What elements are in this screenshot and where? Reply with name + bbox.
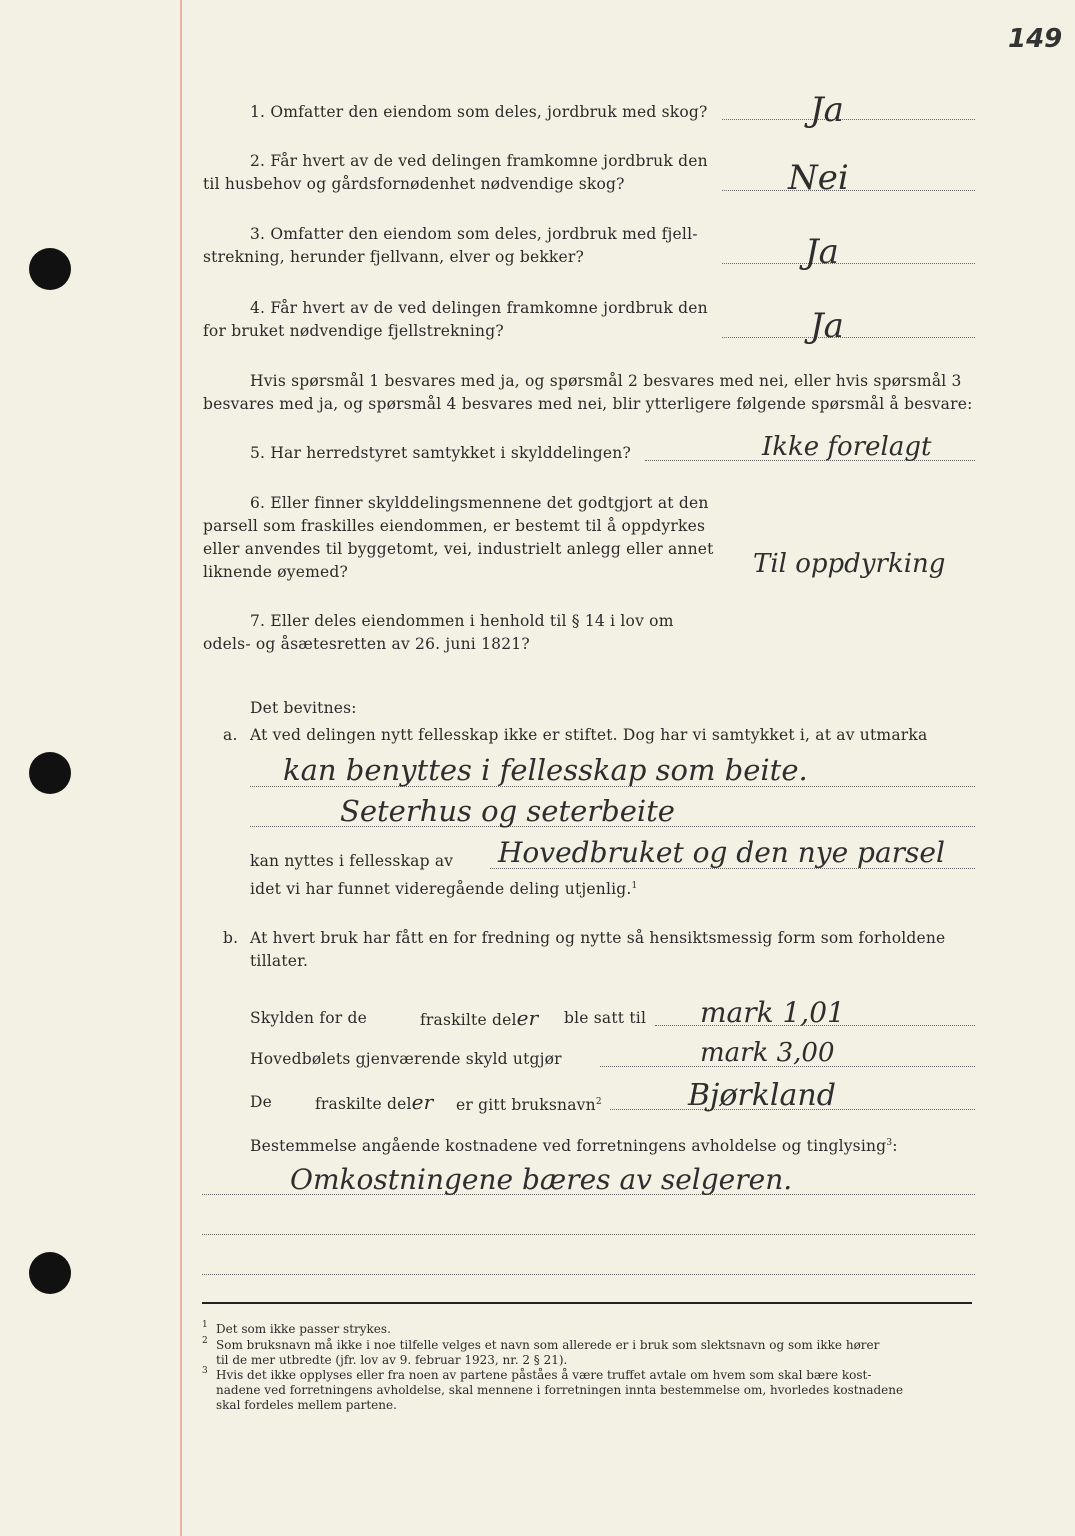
skyld-label-2: fraskilte deler (420, 1006, 539, 1030)
question-2-line-2: til husbehov og gårdsfornødenhet nødvendige skog? (203, 175, 625, 193)
skyld-label-1: Skylden for de (250, 1009, 368, 1027)
witness-a-common-label: kan nyttes i fellesskap av (250, 852, 454, 870)
witness-a-handwriting-1: kan benyttes i fellesskap som beite. (283, 753, 808, 787)
navn-value: Bjørkland (688, 1078, 836, 1113)
cost-label: Bestemmelse angående kostnadene ved forretningens avholdelse og tinglysing$^3$: (250, 1137, 898, 1156)
question-6-line-2: parsell som fraskilles eiendommen, er bestemt til å oppdyrkes (203, 517, 706, 535)
witness-b-label: b. (223, 929, 239, 947)
answer-4: Ja (810, 306, 844, 346)
witness-b-line-2: tillater. (250, 952, 309, 970)
answer-3: Ja (805, 232, 839, 272)
footnote-3-line-3: skal fordeles mellem partene. (216, 1398, 397, 1412)
witness-a-end: idet vi har funnet videregående deling utjenlig.$^1$ (250, 880, 638, 899)
answer-6: Til oppdyrking (753, 549, 946, 579)
cost-value: Omkostningene bæres av selgeren. (290, 1163, 793, 1196)
question-4-line-2: for bruket nødvendige fjellstrekning? (203, 322, 504, 340)
cost-line-3 (202, 1274, 975, 1275)
answer-line-4 (722, 337, 975, 338)
question-6-line-1: 6. Eller finner skylddelingsmennene det godtgjort at den (250, 494, 709, 512)
question-7-line-2: odels- og åsætesretten av 26. juni 1821? (203, 635, 530, 653)
skyld-label-3: ble satt til (564, 1009, 647, 1027)
conditional-line-1: Hvis spørsmål 1 besvares med ja, og spørsmål 2 besvares med nei, eller hvis spørsmål 3 (250, 372, 962, 390)
hoved-label: Hovedbølets gjenværende skyld utgjør (250, 1050, 562, 1068)
question-4-line-1: 4. Får hvert av de ved delingen framkomne jordbruk den (250, 299, 708, 317)
question-6-line-3: eller anvendes til byggetomt, vei, industrielt anlegg eller annet (203, 540, 714, 558)
answer-2: Nei (788, 158, 849, 198)
page-number: 149 (1008, 24, 1063, 54)
answer-1: Ja (810, 90, 844, 130)
navn-label-3: er gitt bruksnavn$^2$ (456, 1096, 602, 1115)
answer-line-1 (722, 119, 975, 120)
question-6-line-4: liknende øyemed? (203, 563, 349, 581)
footnote-2-line-2: til de mer utbredte (jfr. lov av 9. februar 1923, nr. 2 § 21). (216, 1353, 568, 1367)
margin-line (180, 0, 182, 1536)
skyld-value: mark 1,01 (700, 996, 845, 1029)
footnote-2-line-1: Som bruksnavn må ikke i noe tilfelle velges et navn som allerede er i bruk som slektsnavn og som ikke hører (216, 1338, 880, 1352)
hoved-value: mark 3,00 (700, 1038, 835, 1068)
footnote-1-num: 1 (202, 1320, 208, 1330)
answer-line-3 (722, 263, 975, 264)
question-3-line-2: strekning, herunder fjellvann, elver og bekker? (203, 248, 585, 266)
cost-line-2 (202, 1234, 975, 1235)
footnote-2-num: 2 (202, 1336, 208, 1346)
witness-a-label: a. (223, 726, 238, 744)
witness-a-common-handwriting: Hovedbruket og den nye parsel (498, 836, 945, 869)
question-3-line-1: 3. Omfatter den eiendom som deles, jordbruk med fjell- (250, 225, 698, 243)
question-1: 1. Omfatter den eiendom som deles, jordbruk med skog? (250, 103, 708, 121)
footnote-3-line-2: nadene ved forretningens avholdelse, skal mennene i forretningen innta bestemmelse om, hvorledes kostnadene (216, 1383, 904, 1397)
navn-label-1: De (250, 1093, 273, 1111)
question-7-line-1: 7. Eller deles eiendommen i henhold til § 14 i lov om (250, 612, 674, 630)
footnote-1: Det som ikke passer strykes. (216, 1322, 391, 1336)
punch-hole-bottom (29, 1252, 71, 1294)
conditional-line-2: besvares med ja, og spørsmål 4 besvares med nei, blir ytterligere følgende spørsmål å besvare: (203, 395, 973, 413)
answer-5: Ikke forelagt (762, 432, 932, 462)
footnote-divider (202, 1302, 972, 1304)
witness-a-text: At ved delingen nytt fellesskap ikke er stiftet. Dog har vi samtykket i, at av utmarka (250, 726, 928, 744)
footnote-3-num: 3 (202, 1366, 208, 1376)
witness-b-line-1: At hvert bruk har fått en for fredning og nytte så hensiktsmessig form som forholdene (250, 929, 946, 947)
navn-label-2: fraskilte deler (315, 1090, 434, 1114)
witness-heading: Det bevitnes: (250, 699, 357, 717)
witness-a-handwriting-2: Seterhus og seterbeite (340, 794, 675, 828)
footnote-3-line-1: Hvis det ikke opplyses eller fra noen av partene påståes å være truffet avtale om hvem som skal bære kost- (216, 1368, 872, 1382)
punch-hole-middle (29, 752, 71, 794)
question-2-line-1: 2. Får hvert av de ved delingen framkomne jordbruk den (250, 152, 708, 170)
question-5: 5. Har herredstyret samtykket i skylddelingen? (250, 444, 631, 462)
punch-hole-top (29, 248, 71, 290)
